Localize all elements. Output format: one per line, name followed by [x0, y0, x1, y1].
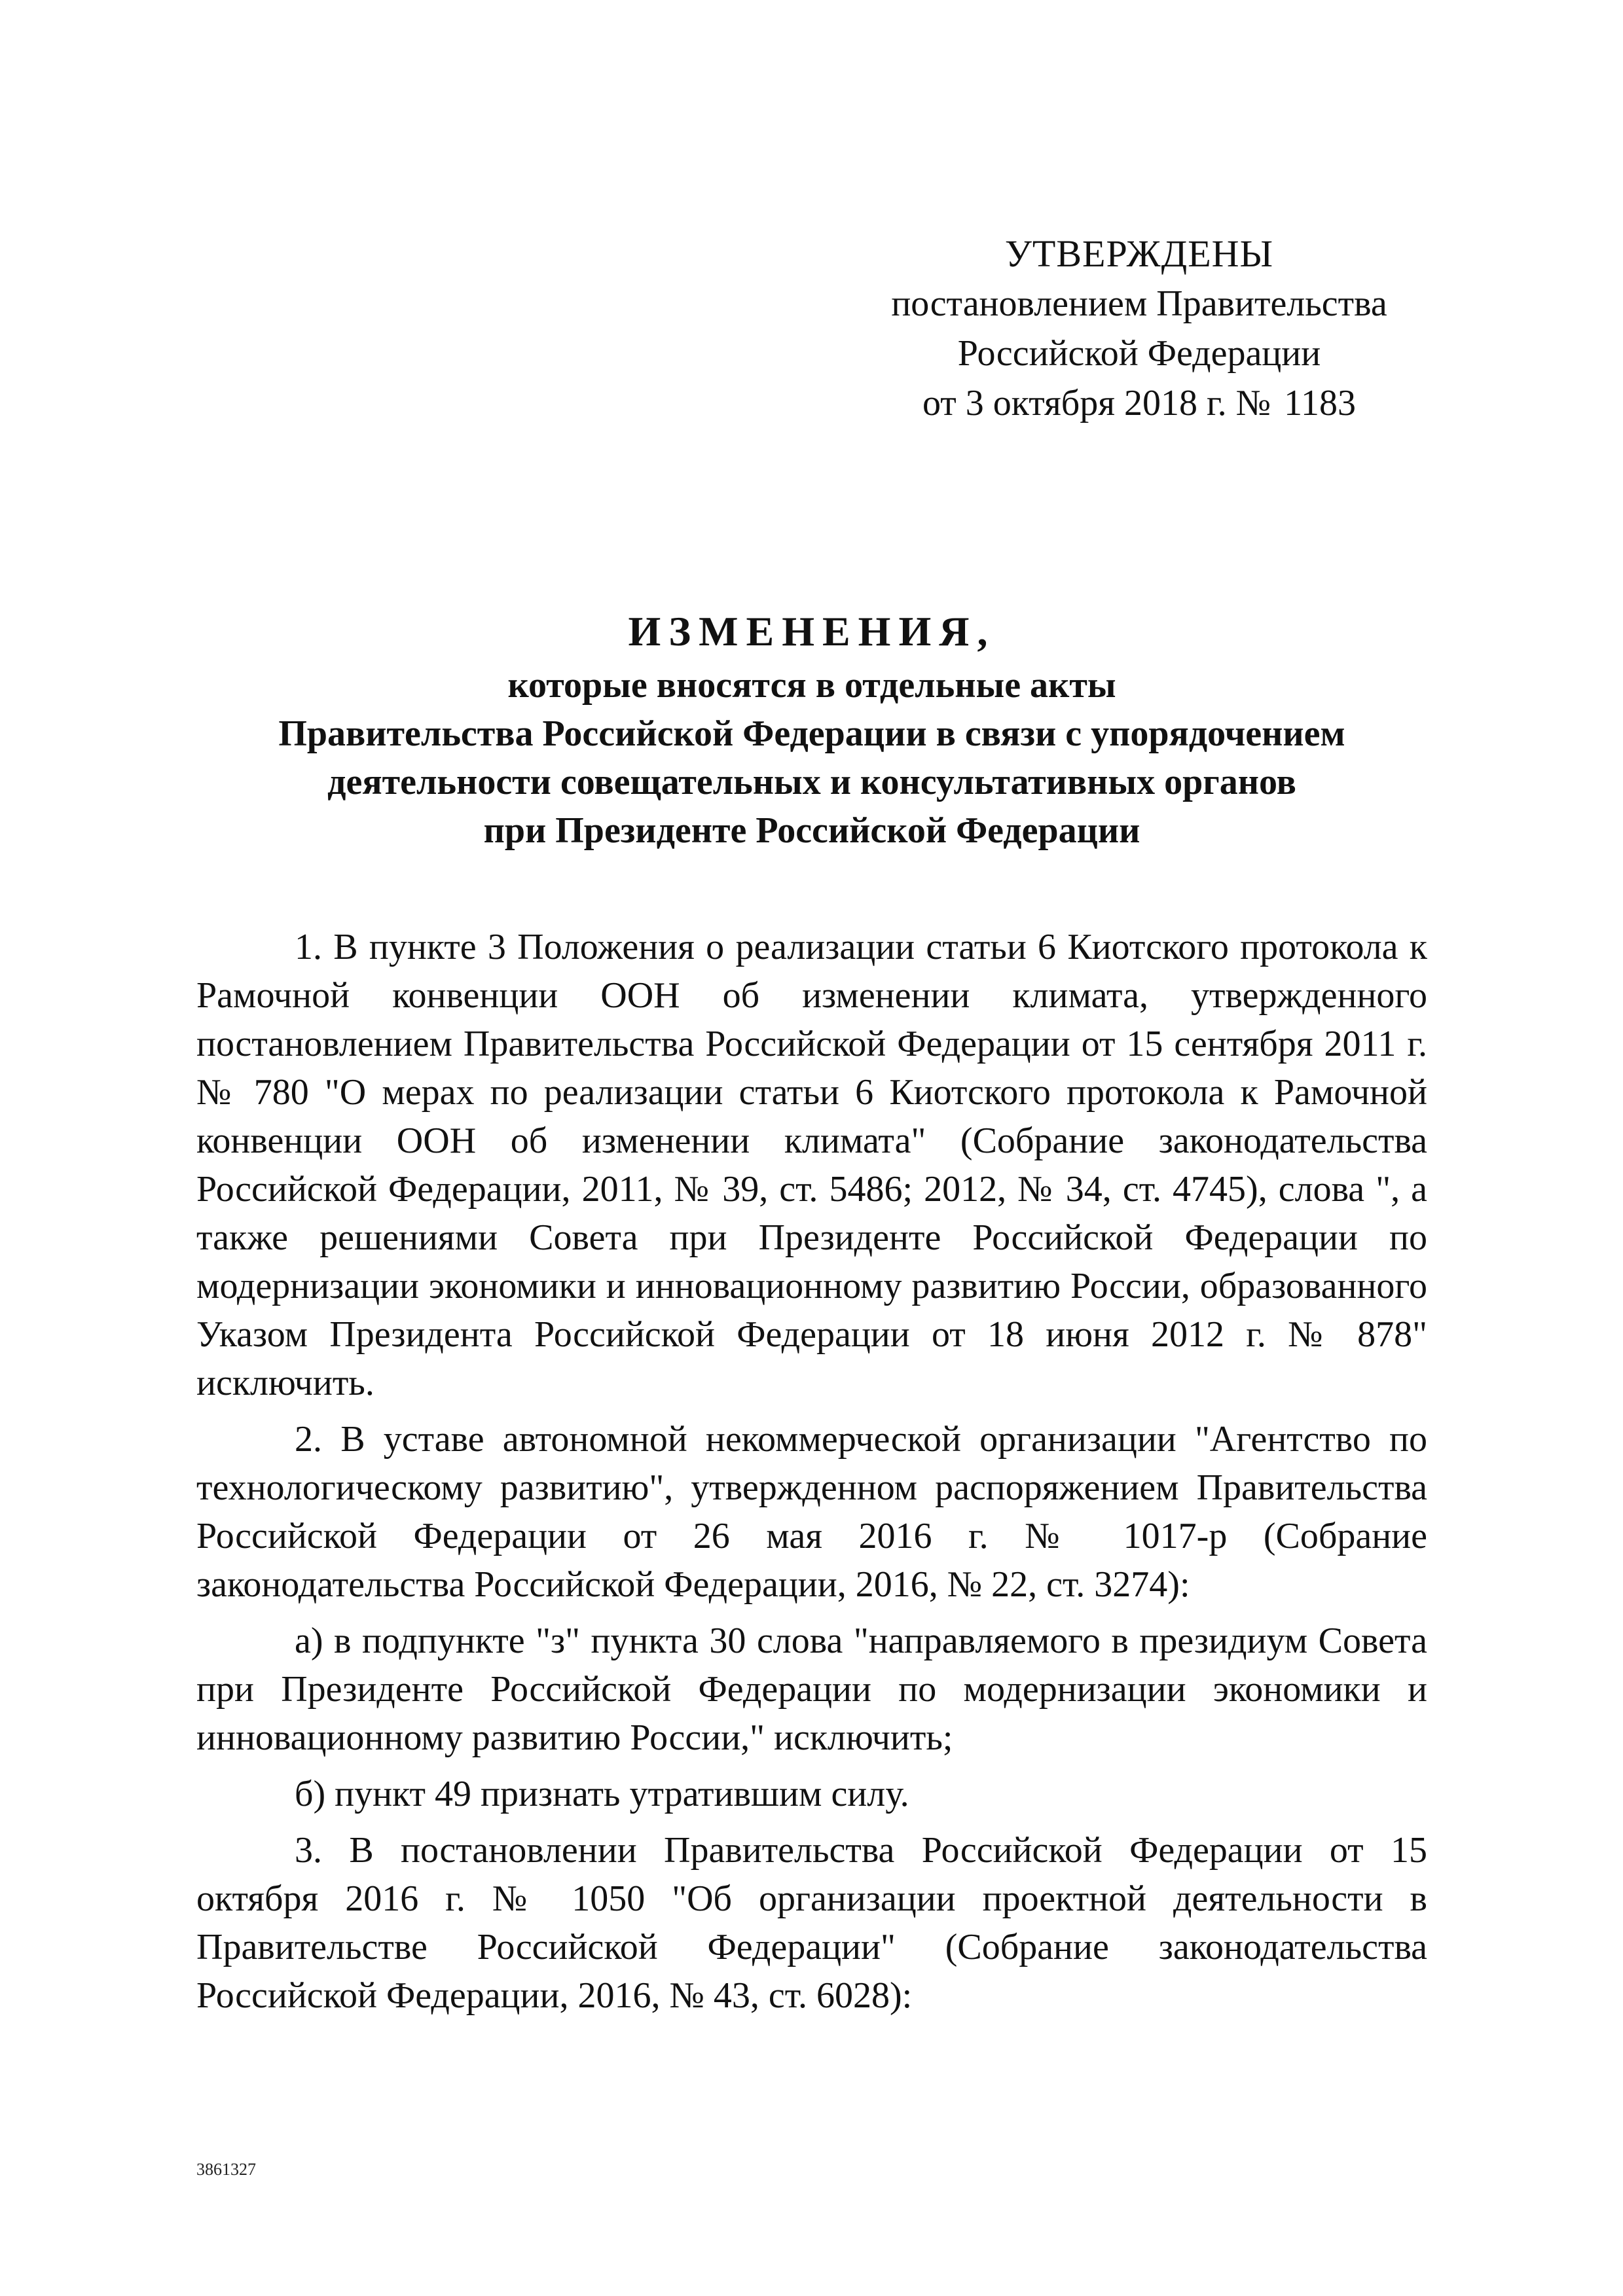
paragraph-2: 2. В уставе автономной некоммерческой организации "Агентство по технологическому развитию", утвержденном распоряжением Правительства Российской Федерации от 26 мая 2016 г. № 1017-р (Собрание законодательства Российской Федерации, 2016, № 22, ст. 3274): — [196, 1419, 1427, 1605]
number-sign: № — [1235, 383, 1271, 423]
document-code: 3861327 — [196, 2160, 256, 2179]
approval-number: 1183 — [1284, 383, 1356, 423]
paragraph-2a: а) в подпункте "з" пункта 30 слова "направляемого в президиум Совета при Президенте Российской Федерации по модернизации экономики и инновационному развитию России," исключить; — [196, 1621, 1427, 1758]
title-line-2: Правительства Российской Федерации в связи с упорядочением — [278, 713, 1345, 754]
paragraph-3: 3. В постановлении Правительства Российской Федерации от 15 октября 2016 г. № 1050 "Об организации проектной деятельности в Правительстве Российской Федерации" (Собрание законодательства Российской Федерации, 2016, № 43, ст. 6028): — [196, 1830, 1427, 2016]
title-line-4: при Президенте Российской Федерации — [483, 810, 1140, 851]
title-line-1: которые вносятся в отдельные акты — [507, 665, 1116, 706]
document-title — [196, 602, 1427, 855]
approval-line-2: Российской Федерации — [957, 333, 1321, 374]
title-line-3: деятельности совещательных и консультативных органов — [327, 762, 1296, 802]
approval-stamp — [871, 229, 1408, 428]
title-main: ИЗМЕНЕНИЯ, — [628, 608, 996, 655]
document-body — [196, 923, 1427, 2028]
approval-date: от 3 октября 2018 г. — [922, 383, 1227, 423]
approval-line-1: постановлением Правительства — [891, 283, 1387, 324]
approval-date-number — [871, 378, 1408, 428]
paragraph-1: 1. В пункте 3 Положения о реализации статьи 6 Киотского протокола к Рамочной конвенции ООН об изменении климата, утвержденного постановлением Правительства Российской Федерации от 15 сентября 2011 г. № 780 "О мерах по реализации статьи 6 Киотского протокола к Рамочной конвенции ООН об изменении климата" (Собрание законодательства Российской Федерации, 2011, № 39, ст. 5486; 2012, № 34, ст. 4745), слова ", а также решениями Совета при Президенте Российской Федерации по модернизации экономики и инновационному развитию России, образованного Указом Президента Российской Федерации от 18 июня 2012 г. № 878" исключить. — [196, 927, 1427, 1403]
approval-heading: УТВЕРЖДЕНЫ — [1004, 232, 1274, 275]
paragraph-2b: б) пункт 49 признать утратившим силу. — [295, 1774, 909, 1814]
